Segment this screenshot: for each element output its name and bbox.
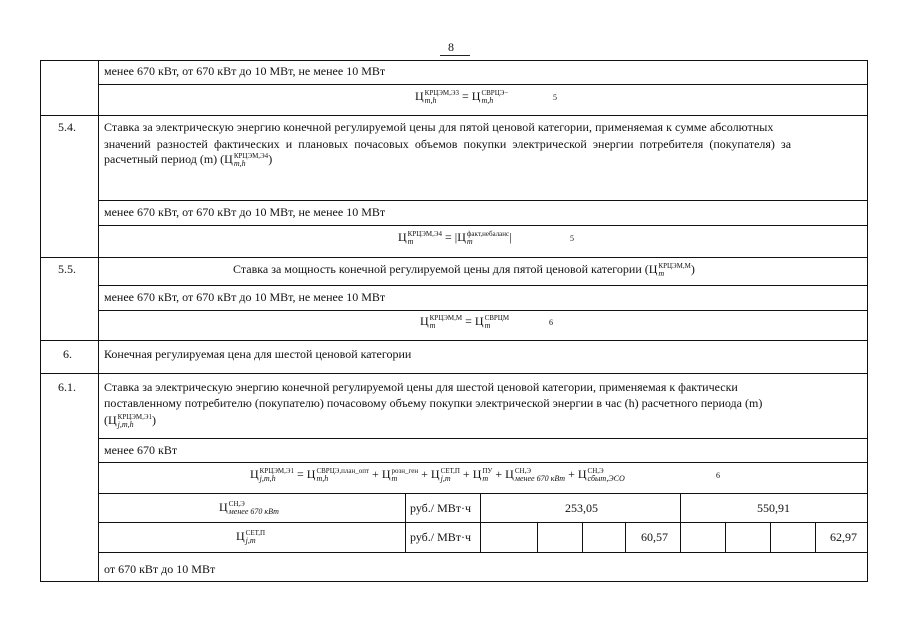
row-text: поставленному потребителю (покупателю) почасовому объему покупки электрической энергии в час (h) расчетного периода (m) — [104, 396, 763, 410]
row-number: 6. — [63, 347, 72, 361]
formula-indices — [425, 89, 459, 105]
row-text-part: Ставка за мощность конечной регулируемой цены для пятой ценовой категории (Ц — [233, 262, 658, 276]
formula-symbol: Ц — [250, 467, 259, 481]
row-text: Ставка за электрическую энергию конечной регулируемой цены для пятой ценовой категории, применяемая к сумме абсолютных — [104, 120, 774, 134]
formula — [415, 89, 508, 105]
formula-sub: m — [482, 474, 489, 484]
row-text — [104, 152, 272, 168]
row-line — [98, 310, 868, 311]
row-line — [40, 340, 868, 341]
col-divider — [625, 522, 626, 552]
formula-sub: j,m,h — [259, 474, 276, 484]
formula-symbol: Ц — [430, 467, 440, 481]
formula-sub: m,h — [481, 96, 494, 106]
col-divider — [725, 522, 726, 552]
row-line — [98, 225, 868, 226]
formula-sub: m — [391, 474, 398, 484]
formula-op: = — [297, 467, 304, 481]
formula-indices — [408, 230, 442, 246]
formula-sub: менее 670 кВт — [228, 507, 279, 517]
formula-indices — [441, 467, 460, 483]
formula-sum — [250, 467, 625, 483]
row-text-part: расчетный период (m) (Ц — [104, 152, 233, 166]
formula-op: + — [495, 467, 503, 481]
formula-symbol: |Ц — [454, 230, 466, 244]
value-cell: 550,91 — [757, 501, 790, 515]
formula-symbol: Ц — [381, 467, 391, 481]
formula-sup: СН,Э — [228, 500, 245, 509]
row-line — [40, 115, 868, 116]
row-line — [98, 285, 868, 286]
unit-label: руб./ МВт·ч — [410, 530, 472, 544]
formula-indices — [391, 467, 418, 483]
formula-eq: = — [462, 89, 469, 103]
formula-sub: j,m,h — [117, 420, 134, 430]
unit-label: руб./ МВт·ч — [410, 501, 472, 515]
formula-sub: менее 670 кВт — [514, 474, 566, 484]
formula-indices — [466, 230, 512, 247]
formula-op: + — [568, 467, 575, 481]
value-symbol — [219, 500, 279, 516]
formula-indices — [485, 314, 510, 330]
row-text: Конечная регулируемая цена для шестой ценовой категории — [104, 347, 412, 361]
col-divider — [680, 493, 681, 552]
row-text-part: ) — [152, 413, 157, 427]
value-symbol — [236, 529, 265, 545]
formula-sup: СЕТ,П — [440, 467, 460, 476]
formula-sup: КРЦЭМ,Э1 — [117, 413, 153, 422]
formula-symbol: Ц — [219, 500, 228, 514]
formula-sup: КРЦЭМ,М — [429, 314, 463, 323]
row-text: Ставка за электрическую энергию конечной регулируемой цены для шестой ценовой категории, применяемая к фактически — [104, 380, 738, 394]
row-number: 5.5. — [58, 262, 76, 276]
col-divider — [98, 60, 99, 582]
row-text-part: ) — [268, 152, 273, 166]
row-text — [233, 262, 695, 278]
formula-sup: СВРЦЭ,план_опт — [316, 467, 370, 476]
formula-sub: сбыт,ЭСО — [587, 474, 625, 484]
formula-symbol: Ц — [471, 89, 481, 103]
formula — [420, 314, 509, 330]
row-line — [98, 438, 868, 439]
formula-sub: m,h — [424, 96, 437, 106]
footnote-mark: 6 — [549, 318, 553, 327]
formula-bar: | — [509, 230, 512, 244]
formula-sup: КРЦЭМ,М — [658, 262, 691, 271]
formula-sup: СЕТ,П — [245, 529, 265, 538]
row-label: от 670 кВт до 10 МВт — [104, 562, 216, 576]
col-divider — [815, 522, 816, 552]
formula-indices — [588, 467, 625, 483]
formula-indices — [515, 467, 565, 483]
col-divider — [770, 522, 771, 552]
formula-symbol: Ц — [415, 89, 424, 103]
formula-symbol: Ц — [577, 467, 587, 481]
page-number: 8 — [448, 40, 454, 54]
formula-symbol: Ц — [306, 467, 316, 481]
formula-indices — [229, 500, 279, 516]
col-divider — [582, 522, 583, 552]
formula-sup: ПУ — [482, 467, 493, 476]
formula-sub: m — [429, 321, 436, 331]
formula-sup: КРЦЭМ,Э4 — [407, 230, 443, 239]
formula-indices — [482, 467, 492, 483]
row-line — [98, 200, 868, 201]
formula-op: + — [421, 467, 428, 481]
formula-symbol: Ц — [474, 314, 484, 328]
value-cell: 60,57 — [641, 530, 668, 544]
row-line — [98, 84, 868, 85]
formula-sup: факт,небаланс — [466, 230, 510, 239]
formula-symbol: Ц — [472, 467, 482, 481]
formula-sup: розн_ген — [391, 467, 419, 476]
value-cell: 62,97 — [830, 530, 857, 544]
formula-symbol: Ц — [420, 314, 429, 328]
row-number: 5.4. — [58, 120, 76, 134]
formula-sub: m — [466, 237, 473, 247]
row-text-part: (Ц — [104, 413, 117, 427]
formula-sub: m — [484, 321, 491, 331]
formula-indices — [316, 467, 369, 483]
row-line — [98, 493, 868, 494]
formula-eq: = — [445, 230, 452, 244]
row-line — [98, 522, 868, 523]
row-text: значений разностей фактических и плановых почасовых объемов покупки электрической энергии потребителя (покупателя) за — [104, 137, 792, 151]
formula-indices — [118, 413, 152, 429]
row-label: менее 670 кВт, от 670 кВт до 10 МВт, не менее 10 МВт — [104, 205, 386, 219]
formula-indices — [246, 529, 265, 545]
row-line — [40, 257, 868, 258]
formula-sup: КРЦЭМ,Э1 — [259, 467, 295, 476]
formula-indices — [234, 152, 268, 168]
row-label: менее 670 кВт — [104, 443, 178, 457]
col-divider — [405, 493, 406, 552]
row-label: менее 670 кВт, от 670 кВт до 10 МВт, не менее 10 МВт — [104, 290, 386, 304]
row-line — [98, 462, 868, 463]
formula-symbol: Ц — [398, 230, 407, 244]
formula — [398, 230, 512, 246]
row-text — [104, 413, 156, 429]
formula-symbol: Ц — [505, 467, 514, 481]
formula-sub: m,h — [316, 474, 329, 484]
formula-sub: j,m — [440, 474, 451, 484]
formula-sup: СН,Э — [587, 467, 604, 476]
footnote-mark: 6 — [716, 471, 720, 480]
formula-indices — [658, 262, 690, 278]
formula-sub: m — [407, 237, 414, 247]
formula-sub: m,h — [233, 159, 246, 169]
col-divider — [480, 493, 481, 552]
footnote-mark: 5 — [553, 93, 557, 102]
formula-sup: КРЦЭМ,Э3 — [424, 89, 460, 98]
value-cell: 253,05 — [565, 501, 598, 515]
formula-indices — [430, 314, 462, 330]
formula-sup: СН,Э — [514, 467, 531, 476]
formula-indices — [481, 89, 508, 105]
row-text-part: ) — [690, 262, 695, 276]
formula-sub: j,m — [245, 536, 256, 546]
col-divider — [537, 522, 538, 552]
row-number: 6.1. — [58, 380, 76, 394]
formula-sup: СВРЦМ — [484, 314, 510, 323]
page-number-rule — [440, 55, 470, 56]
row-line — [98, 552, 868, 553]
formula-indices — [260, 467, 294, 483]
formula-sup: СВРЦЭ− — [481, 89, 509, 98]
formula-sup: КРЦЭМ,Э4 — [233, 152, 269, 161]
footnote-mark: 5 — [570, 234, 574, 243]
formula-sub: m — [658, 269, 665, 279]
row-label: менее 670 кВт, от 670 кВт до 10 МВт, не менее 10 МВт — [104, 64, 386, 78]
formula-op: + — [462, 467, 470, 481]
row-line — [40, 373, 868, 374]
formula-symbol: Ц — [236, 529, 245, 543]
formula-eq: = — [465, 314, 472, 328]
formula-op: + — [372, 467, 379, 481]
